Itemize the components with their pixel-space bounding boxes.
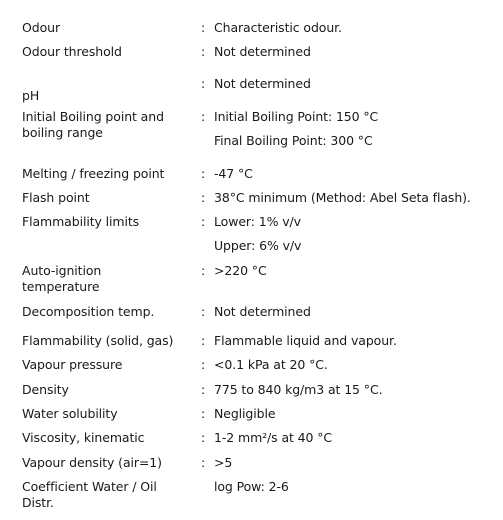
- property-colon: :: [201, 430, 206, 445]
- property-colon: :: [201, 406, 206, 421]
- property-colon: :: [201, 20, 206, 35]
- property-value: Lower: 1% v/v: [214, 214, 301, 229]
- property-value: <0.1 kPa at 20 °C.: [214, 357, 328, 372]
- property-label: Melting / freezing point: [22, 166, 165, 181]
- property-value: >5: [214, 455, 233, 470]
- property-label: Viscosity, kinematic: [22, 430, 145, 445]
- property-colon: :: [201, 382, 206, 397]
- property-value: 38°C minimum (Method: Abel Seta flash).: [214, 190, 471, 205]
- property-value: log Pow: 2-6: [214, 479, 289, 494]
- property-colon: :: [201, 333, 206, 348]
- property-value: 775 to 840 kg/m3 at 15 °C.: [214, 382, 383, 397]
- property-colon: :: [201, 263, 206, 278]
- property-value: Characteristic odour.: [214, 20, 342, 35]
- property-value: 1-2 mm²/s at 40 °C: [214, 430, 333, 445]
- property-value-secondary: Upper: 6% v/v: [214, 238, 302, 253]
- property-value: Not determined: [214, 304, 311, 319]
- property-colon: :: [201, 76, 206, 91]
- property-label: Flammability limits: [22, 214, 140, 229]
- property-colon: :: [201, 166, 206, 181]
- property-label: Odour: [22, 20, 60, 35]
- property-colon: :: [201, 304, 206, 319]
- property-label: Initial Boiling point and boiling range: [22, 109, 164, 140]
- property-label: Decomposition temp.: [22, 304, 155, 319]
- property-label: Vapour density (air=1): [22, 455, 162, 470]
- property-label: Odour threshold: [22, 44, 122, 59]
- property-value: -47 °C: [214, 166, 253, 181]
- property-value: Flammable liquid and vapour.: [214, 333, 397, 348]
- property-label: Vapour pressure: [22, 357, 123, 372]
- property-colon: :: [201, 190, 206, 205]
- property-label: Water solubility: [22, 406, 118, 421]
- property-value: >220 °C: [214, 263, 267, 278]
- property-label: Density: [22, 382, 69, 397]
- property-label: Coefficient Water / Oil Distr.: [22, 479, 157, 510]
- property-value: Not determined: [214, 76, 311, 91]
- property-label: Flammability (solid, gas): [22, 333, 174, 348]
- property-colon: :: [201, 44, 206, 59]
- property-colon: :: [201, 357, 206, 372]
- property-value-secondary: Final Boiling Point: 300 °C: [214, 133, 373, 148]
- property-colon: :: [201, 214, 206, 229]
- property-colon: :: [201, 455, 206, 470]
- property-label: Flash point: [22, 190, 90, 205]
- property-value: Not determined: [214, 44, 311, 59]
- property-value: Negligible: [214, 406, 276, 421]
- property-label: pH: [22, 88, 40, 103]
- property-value: Initial Boiling Point: 150 °C: [214, 109, 379, 124]
- property-label: Auto-ignition temperature: [22, 263, 102, 294]
- property-colon: :: [201, 109, 206, 124]
